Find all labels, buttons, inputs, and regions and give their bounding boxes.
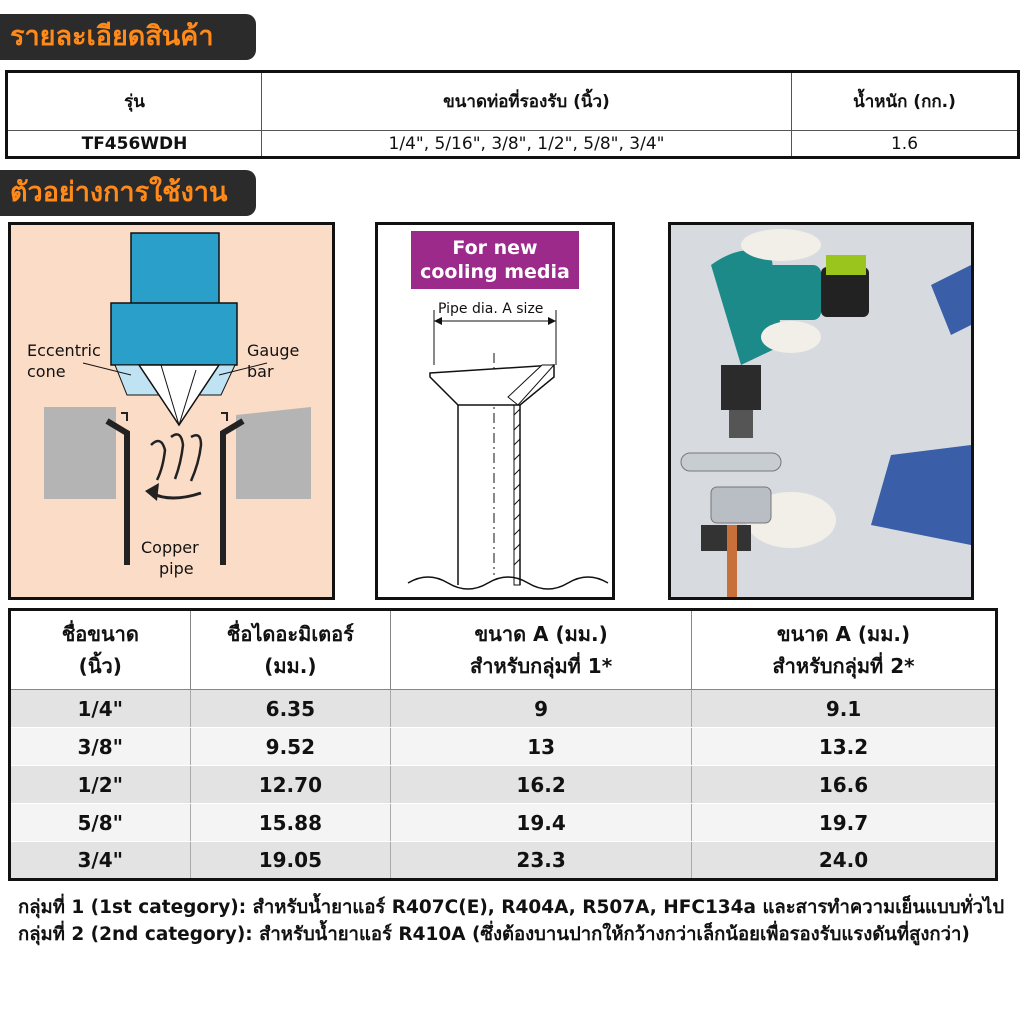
cell-a-group2: 16.6 — [692, 766, 997, 804]
header-size-name-line1: ชื่อขนาด — [61, 622, 139, 646]
header-diameter-line1: ชื่อไดอะมิเตอร์ — [226, 622, 354, 646]
cell-diameter: 9.52 — [190, 728, 391, 766]
badge-line-2: cooling media — [420, 261, 570, 283]
pipe-drawing-panel — [375, 222, 615, 600]
table-row — [10, 804, 997, 842]
table-row — [10, 842, 997, 880]
copper-label-1: Copper — [141, 538, 199, 557]
drill-usage-photo — [668, 222, 974, 600]
cell-a-group2: 9.1 — [692, 690, 997, 728]
header-size-name — [10, 610, 191, 690]
cell-a-group1: 19.4 — [391, 804, 692, 842]
size-table-header — [10, 610, 997, 690]
cell-a-group2: 13.2 — [692, 728, 997, 766]
header-diameter-line2: (มม.) — [264, 654, 317, 678]
table-row — [10, 728, 997, 766]
new-cooling-media-badge — [411, 231, 579, 289]
table-row — [10, 766, 997, 804]
eccentric-label-2: cone — [27, 362, 66, 381]
cell-a-group2: 24.0 — [692, 842, 997, 880]
header-size-name-line2: (นิ้ว) — [78, 654, 122, 678]
spec-weight: 1.6 — [792, 131, 1019, 158]
header-a-group2 — [692, 610, 997, 690]
cell-diameter: 15.88 — [190, 804, 391, 842]
drill-photo-illustration — [671, 225, 971, 597]
cell-a-group1: 13 — [391, 728, 692, 766]
product-details-title: รายละเอียดสินค้า — [0, 14, 256, 60]
eccentric-label-1: Eccentric — [27, 341, 101, 360]
spec-pipe-sizes: 1/4", 5/16", 3/8", 1/2", 5/8", 3/4" — [262, 131, 792, 158]
spec-model: TF456WDH — [7, 131, 262, 158]
note-group2: กลุ่มที่ 2 (2nd category): สำหรับน้ำยาแอร์ R410A (ซึ่งต้องบานปากให้กว้างกว่าเล็กน้อยเพื่อรองรับแรงดันที่สูงกว่า) — [18, 924, 970, 945]
cell-size: 3/4" — [10, 842, 191, 880]
refrigerant-notes — [18, 894, 1018, 948]
spec-table — [5, 70, 1020, 159]
spec-header-pipe-size: ขนาดท่อที่รองรับ (นิ้ว) — [262, 72, 792, 131]
cell-size: 1/4" — [10, 690, 191, 728]
cell-diameter: 19.05 — [190, 842, 391, 880]
badge-line-1: For new — [452, 237, 538, 259]
cell-size: 5/8" — [10, 804, 191, 842]
header-diameter — [190, 610, 391, 690]
cell-diameter: 12.70 — [190, 766, 391, 804]
table-row — [10, 690, 997, 728]
cell-diameter: 6.35 — [190, 690, 391, 728]
cell-size: 3/8" — [10, 728, 191, 766]
spec-header-row — [7, 72, 1019, 131]
cell-size: 1/2" — [10, 766, 191, 804]
flare-size-table — [8, 608, 998, 881]
cell-a-group1: 9 — [391, 690, 692, 728]
gauge-label-1: Gauge — [247, 341, 300, 360]
cell-a-group1: 23.3 — [391, 842, 692, 880]
pipe-dia-label: Pipe dia. A size — [438, 301, 544, 317]
gauge-label-2: bar — [247, 362, 274, 381]
cell-a-group1: 16.2 — [391, 766, 692, 804]
flaring-diagram-panel — [8, 222, 335, 600]
header-a-group1-line1: ขนาด A (มม.) — [474, 622, 608, 646]
spec-header-model: รุ่น — [7, 72, 262, 131]
note-group1: กลุ่มที่ 1 (1st category): สำหรับน้ำยาแอร์ R407C(E), R404A, R507A, HFC134a และสารทำความเย็นแบบทั่วไป — [18, 897, 1005, 918]
header-a-group1-line2: สำหรับกลุ่มที่ 1* — [470, 654, 613, 678]
usage-example-title: ตัวอย่างการใช้งาน — [0, 170, 256, 216]
cell-a-group2: 19.7 — [692, 804, 997, 842]
header-a-group2-line2: สำหรับกลุ่มที่ 2* — [772, 654, 915, 678]
header-a-group1 — [391, 610, 692, 690]
copper-label-2: pipe — [159, 559, 194, 578]
header-a-group2-line1: ขนาด A (มม.) — [776, 622, 911, 646]
spec-header-weight: น้ำหนัก (กก.) — [792, 72, 1019, 131]
spec-row — [7, 131, 1019, 158]
